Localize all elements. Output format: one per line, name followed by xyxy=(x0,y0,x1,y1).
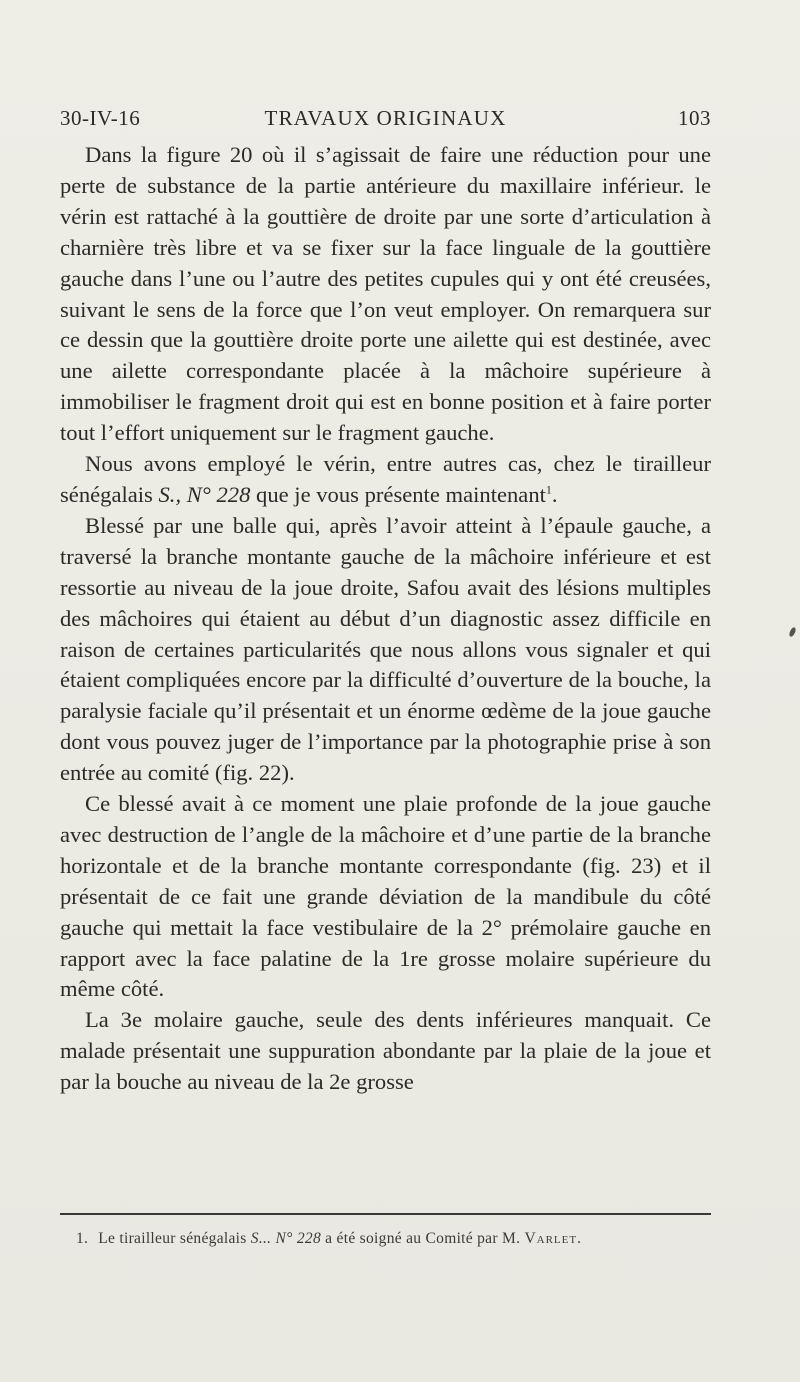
paragraph-2-text-a: Nous avons employé le vérin, entre autres cas, chez le tirailleur sénégalais xyxy=(60,451,711,507)
paragraph-2 xyxy=(60,449,711,511)
footnote xyxy=(76,1230,716,1248)
body-text xyxy=(60,140,711,1098)
footnote-reference: 1 xyxy=(545,482,552,497)
ink-speck xyxy=(788,626,797,637)
footnote-separator xyxy=(60,1213,711,1215)
patient-reference: S., N° 228 xyxy=(158,481,251,507)
paragraph-2-text-b: que je vous présente maintenant xyxy=(250,481,546,507)
paragraph-3: Blessé par une balle qui, après l’avoir atteint à l’épaule gauche, a traversé la branche montante gauche de la mâchoire inférieure et est ressortie au niveau de la joue droite, Safou avait des lésions multiples des mâchoires qui étaient au début d’un diagnostic assez difficile en raison de certaines particularités que nous allons vous signaler et qui étaient compliquées encore par la difficulté d’ouverture de la bouche, la paralysie faciale qu’il présentait et un énorme œdème de la joue gauche dont vous pouvez juger de l’importance par la photographie prise à son entrée au comité (fig. 22). xyxy=(60,512,711,786)
page-number: 103 xyxy=(678,106,711,130)
header-date: 30-IV-16 xyxy=(60,106,141,130)
footnote-text-end: . xyxy=(577,1230,582,1247)
footnote-patient-reference: S... N° 228 xyxy=(250,1230,321,1247)
footnote-text-a: Le tirailleur sénégalais xyxy=(98,1230,251,1247)
paragraph-2-text-c: . xyxy=(551,481,558,507)
paragraph-1: Dans la figure 20 où il s’agissait de faire une réduction pour une perte de substance de la partie antérieure du maxillaire inférieur. le vérin est rattaché à la gouttière de droite par une sorte d’articulation à charnière très libre et va se fixer sur la face linguale de la gouttière gauche dans l’une ou l’autre des petites cupules qui y ont été creusées, suivant le sens de la force que l’on veut employer. On remarquera sur ce dessin que la gouttière droite porte une ailette qui est destinée, avec une ailette correspondante placée à la mâchoire supérieure à immobiliser le fragment droit qui est en bonne position et à faire porter tout l’effort uniquement sur le fragment gauche. xyxy=(60,142,711,446)
paragraph-5: La 3e molaire gauche, seule des dents inférieures manquait. Ce malade présentait une suppuration abondante par la plaie de la joue et par la bouche au niveau de la 2e grosse xyxy=(60,1007,711,1095)
running-header xyxy=(60,106,711,136)
header-title: TRAVAUX ORIGINAUX xyxy=(264,106,507,130)
footnote-author-name: Varlet xyxy=(524,1230,578,1247)
paragraph-4: Ce blessé avait à ce moment une plaie profonde de la joue gauche avec destruction de l’angle de la mâchoire et d’une partie de la branche horizontale et de la branche montante correspondante (fig. 23) et il présentait de ce fait une grande déviation de la mandibule du côté gauche qui mettait la face vestibulaire de la 2° prémolaire gauche en rapport avec la face palatine de la 1re grosse molaire supérieure du même côté. xyxy=(60,791,711,1002)
footnote-number: 1. xyxy=(76,1230,89,1247)
footnote-text-b: a été soigné au Comité par M. xyxy=(321,1230,525,1247)
